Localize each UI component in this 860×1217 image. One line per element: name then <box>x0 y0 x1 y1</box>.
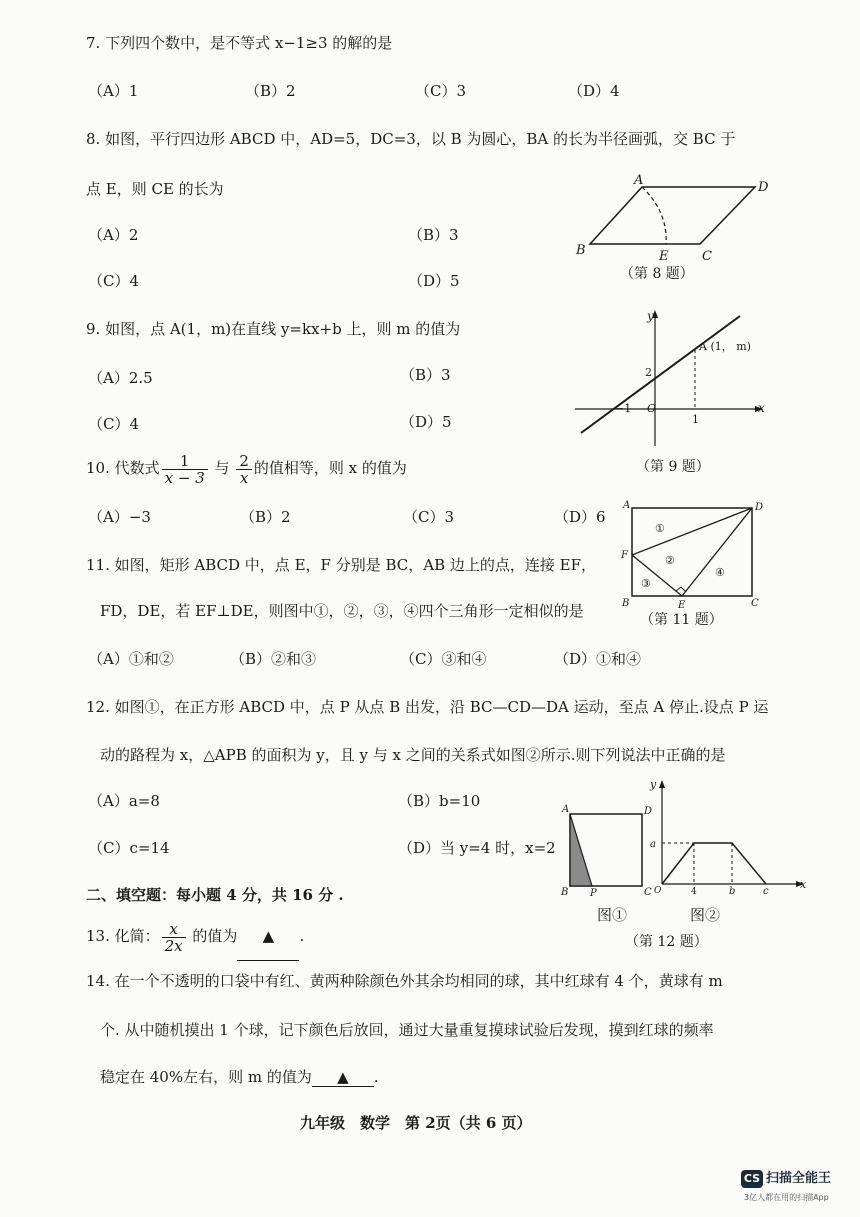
q10-option-c: （C）3 <box>403 508 455 526</box>
q13-fraction-denominator: 2x <box>164 936 183 955</box>
q10-prefix: 10. 代数式 <box>86 459 160 477</box>
q12-fig2-axis-y: y <box>650 778 657 791</box>
q12-stem-line1: 12. 如图①，在正方形 ABCD 中，点 P 从点 B 出发，沿 BC—CD—DA 运动，至点 A 停止.设点 P 运 <box>86 698 769 716</box>
q9-option-c: （C）4 <box>88 415 140 433</box>
q9-point-a-label: A (1， m) <box>699 340 751 353</box>
q8-label-b: B <box>576 243 586 258</box>
q10-fraction-2-numerator: 2 <box>236 453 252 470</box>
q11-triangle-2-label: ② <box>665 554 675 567</box>
q12-square-figure <box>558 800 658 900</box>
q7-option-c: （C）3 <box>415 82 467 100</box>
q9-x-neg-one-label: −1 <box>615 402 632 415</box>
q13-stem <box>86 912 304 961</box>
q12-fig1-label-c: C <box>644 887 652 898</box>
q14-answer-blank: ▲ <box>312 1068 374 1087</box>
q10-option-b: （B）2 <box>240 508 291 526</box>
q9-stem: 9. 如图，点 A(1，m)在直线 y=kx+b 上，则 m 的值为 <box>86 320 461 338</box>
q14-line2: 个. 从中随机摸出 1 个球，记下颜色后放回，通过大量重复摸球试验后发现，摸到红球的频率 <box>100 1021 714 1039</box>
q8-stem-line2: 点 E，则 CE 的长为 <box>86 180 224 198</box>
q8-label-d: D <box>758 180 769 195</box>
q10-fraction-1-denominator: x − 3 <box>164 468 205 487</box>
q14-end: . <box>373 1068 379 1086</box>
q13-fraction-numerator: x <box>162 921 186 938</box>
q8-option-c: （C）4 <box>88 272 140 290</box>
q14-line1: 14. 在一个不透明的口袋中有红、黄两种除颜色外其余均相同的球，其中红球有 4 个，黄球有 m <box>86 972 723 990</box>
q7-option-d: （D）4 <box>568 82 620 100</box>
q11-option-b: （B）②和③ <box>230 650 317 668</box>
q13-suffix: 的值为 <box>192 927 238 945</box>
q8-label-c: C <box>702 249 712 264</box>
q11-rectangle-figure <box>618 498 768 613</box>
q9-axis-x-label: x <box>758 401 765 415</box>
q7-stem: 7. 下列四个数中，是不等式 x−1≥3 的解的是 <box>86 34 393 52</box>
q10-mid: 与 <box>214 459 230 477</box>
q11-option-a: （A）①和② <box>88 650 174 668</box>
q12-option-b: （B）b=10 <box>398 792 481 810</box>
q9-line-graph-figure <box>575 306 775 451</box>
q9-option-d: （D）5 <box>400 413 452 431</box>
q12-fig1-label-b: B <box>561 887 569 898</box>
q13-fraction <box>162 921 186 954</box>
q11-label-f: F <box>621 550 628 561</box>
q14-line3-prefix: 稳定在 40%左右，则 m 的值为 <box>100 1068 312 1086</box>
q11-caption: （第 11 题） <box>640 612 723 628</box>
q9-origin-label: O <box>647 402 657 415</box>
q11-option-c: （C）③和④ <box>400 650 487 668</box>
q12-fig2-tick-4: 4 <box>691 887 697 897</box>
q12-fig1-caption: 图① <box>597 906 628 924</box>
q10-option-d: （D）6 <box>554 508 606 526</box>
q8-label-e: E <box>659 249 669 264</box>
q12-fig2-tick-b: b <box>729 886 736 897</box>
q11-option-d: （D）①和④ <box>554 650 642 668</box>
page-footer: 九年级 数学 第 2页（共 6 页） <box>300 1114 532 1132</box>
q12-fig2-caption: 图② <box>690 906 721 924</box>
q14-line3 <box>100 1068 379 1087</box>
q10-fraction-2 <box>236 453 252 486</box>
q12-option-c: （C）c=14 <box>88 839 170 857</box>
q11-triangle-1-label: ① <box>655 522 665 535</box>
section-2-heading: 二、填空题：每小题 4 分，共 16 分 . <box>86 886 344 904</box>
q12-fig1-label-a: A <box>562 804 570 815</box>
q10-option-a: （A）−3 <box>88 508 151 526</box>
q12-stem-line2: 动的路程为 x，△APB 的面积为 y，且 y 与 x 之间的关系式如图②所示.则下列说法中正确的是 <box>100 746 726 764</box>
q9-caption: （第 9 题） <box>636 459 710 475</box>
q8-label-a: A <box>634 173 644 188</box>
scanner-tagline: 3亿人都在用的扫描App <box>744 1193 829 1202</box>
q8-caption: （第 8 题） <box>620 266 694 282</box>
q9-y-intercept-label: 2 <box>645 366 652 379</box>
q11-triangle-4-label: ④ <box>715 566 725 579</box>
q11-label-a: A <box>623 500 631 511</box>
q11-label-c: C <box>751 598 759 609</box>
q8-stem-line1: 8. 如图，平行四边形 ABCD 中，AD=5，DC=3，以 B 为圆心，BA 的长为半径画弧，交 BC 于 <box>86 130 736 148</box>
q11-triangle-3-label: ③ <box>641 577 651 590</box>
q7-option-a: （A）1 <box>88 82 139 100</box>
q12-fig2-tick-c: c <box>763 886 769 897</box>
q10-stem <box>86 444 407 492</box>
q12-area-graph-figure <box>650 776 810 896</box>
q12-option-a: （A）a=8 <box>88 792 160 810</box>
q11-stem-line2: FD，DE，若 EF⊥DE，则图中①，②，③，④四个三角形一定相似的是 <box>100 602 584 620</box>
q9-option-a: （A）2.5 <box>88 369 153 387</box>
q12-fig2-axis-x: x <box>800 878 807 891</box>
q11-label-b: B <box>622 598 630 609</box>
q10-fraction-1 <box>162 453 208 486</box>
q12-fig1-label-p: P <box>590 888 597 899</box>
q11-label-d: D <box>755 502 764 513</box>
q12-option-d: （D）当 y=4 时，x=2 <box>398 839 556 857</box>
q10-fraction-2-denominator: x <box>239 468 249 487</box>
q11-stem-line1: 11. 如图，矩形 ABCD 中，点 E，F 分别是 BC，AB 边上的点，连接 EF， <box>86 556 596 574</box>
q9-axis-y-label: y <box>647 309 654 323</box>
q13-prefix: 13. 化简： <box>86 927 160 945</box>
q8-option-b: （B）3 <box>408 226 459 244</box>
q12-fig2-label-a: a <box>650 839 656 850</box>
q12-fig2-origin: O <box>654 886 662 896</box>
q7-option-b: （B）2 <box>245 82 296 100</box>
q10-suffix: 的值相等，则 x 的值为 <box>253 459 407 477</box>
q12-caption: （第 12 题） <box>625 934 708 950</box>
q12-fig1-label-d: D <box>644 806 653 817</box>
q8-parallelogram-figure <box>570 170 790 265</box>
scanner-logo-icon: CS <box>741 1170 763 1188</box>
q9-option-b: （B）3 <box>400 366 451 384</box>
q10-fraction-1-numerator: 1 <box>162 453 208 470</box>
q13-answer-blank: ▲ <box>237 912 299 961</box>
q9-x-one-label: 1 <box>692 413 699 426</box>
q13-end: . <box>299 927 305 945</box>
q8-option-a: （A）2 <box>88 226 139 244</box>
q11-label-e: E <box>678 600 686 611</box>
scanner-app-name: 扫描全能王 <box>766 1171 832 1186</box>
q8-option-d: （D）5 <box>408 272 460 290</box>
